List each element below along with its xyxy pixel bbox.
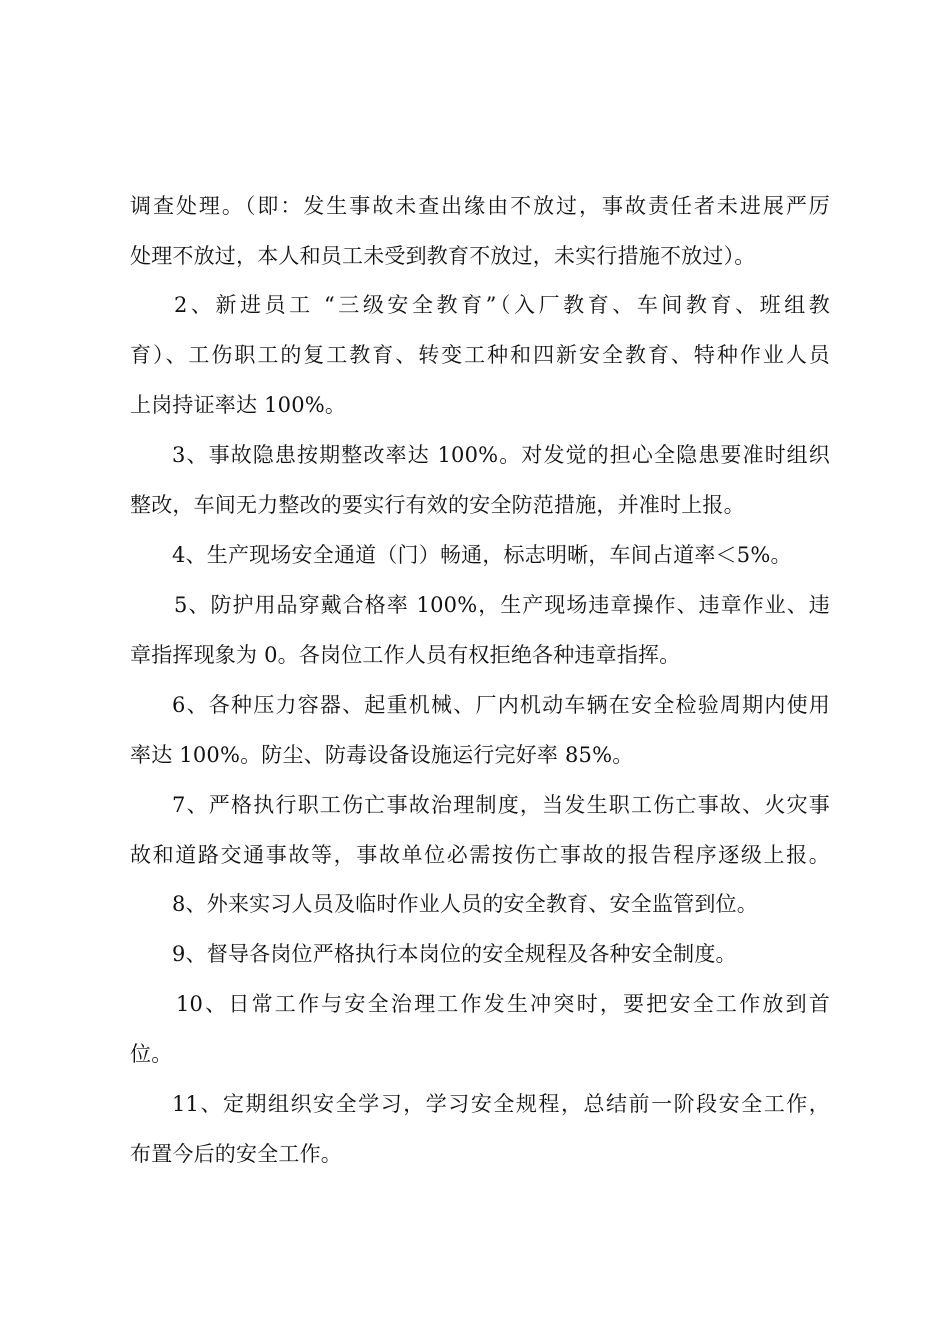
text-line: 5、防护用品穿戴合格率 100%，生产现场违章操作、违章作业、违	[174, 593, 830, 617]
text-line: 育）、工伤职工的复工教育、转变工种和四新安全教育、特种作业人员	[130, 343, 830, 367]
text-line: 率达 100%。防尘、防毒设备设施运行完好率 85%。	[130, 743, 634, 767]
text-line: 4、生产现场安全通道（门）畅通，标志明晰，车间占道率＜5%。	[172, 543, 792, 567]
text-line: 3、事故隐患按期整改率达 100%。对发觉的担心全隐患要准时组织	[172, 443, 830, 467]
text-line: 故和道路交通事故等，事故单位必需按伤亡事故的报告程序逐级上报。	[130, 843, 830, 867]
text-line: 整改，车间无力整改的要实行有效的安全防范措施，并准时上报。	[130, 493, 745, 517]
text-line: 8、外来实习人员及临时作业人员的安全教育、安全监管到位。	[172, 892, 758, 916]
text-line: 6、各种压力容器、起重机械、厂内机动车辆在安全检验周期内使用	[172, 693, 830, 717]
text-line: 7、严格执行职工伤亡事故治理制度，当发生职工伤亡事故、火灾事	[172, 793, 830, 817]
text-line: 2、新进员工 “三级安全教育”（入厂教育、车间教育、班组教	[174, 293, 830, 317]
text-line: 调查处理。（即：发生事故未查出缘由不放过，事故责任者未进展严厉	[130, 194, 830, 218]
text-line: 上岗持证率达 100%。	[130, 393, 347, 417]
text-line: 10、日常工作与安全治理工作发生冲突时，要把安全工作放到首	[176, 992, 830, 1016]
text-line: 布置今后的安全工作。	[130, 1142, 342, 1166]
text-line: 位。	[130, 1042, 173, 1066]
text-line: 9、督导各岗位严格执行本岗位的安全规程及各种安全制度。	[172, 942, 737, 966]
text-line: 11、定期组织安全学习，学习安全规程，总结前一阶段安全工作，	[172, 1092, 830, 1116]
text-line: 处理不放过，本人和员工未受到教育不放过，未实行措施不放过）。	[130, 244, 756, 268]
text-line: 章指挥现象为 0。各岗位工作人员有权拒绝各种违章指挥。	[130, 643, 681, 667]
